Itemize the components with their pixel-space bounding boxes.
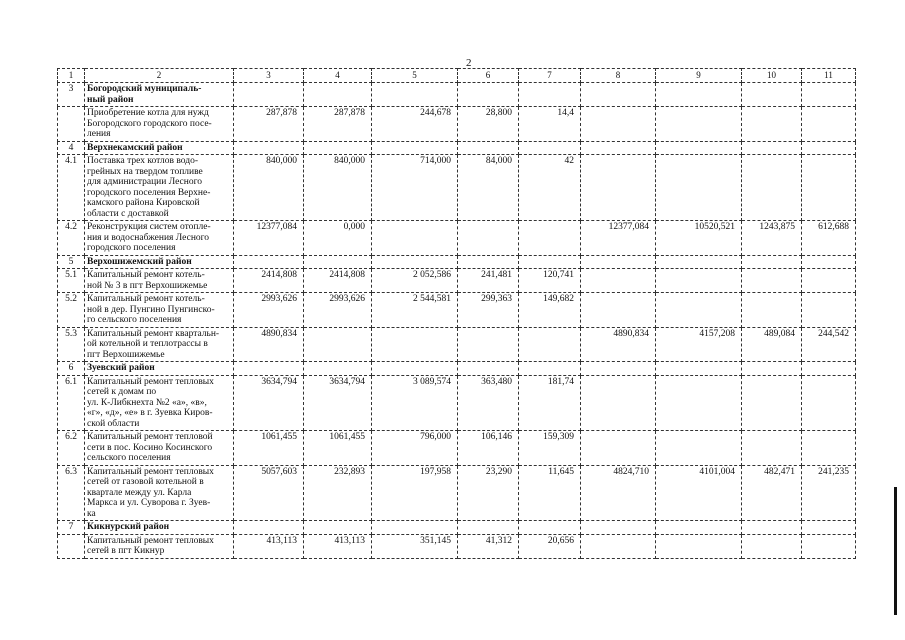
value-cell: 3634,794 — [234, 375, 304, 431]
value-cell: 482,471 — [742, 465, 802, 521]
value-cell — [581, 269, 656, 293]
value-cell: 244,542 — [802, 327, 856, 362]
item-name: Поставка трех котлов водо- грейных на твердом топливе для администрации Лесного городского поселения Верхне- камского района Кировской области с доставкой — [85, 155, 234, 221]
table-row — [58, 465, 856, 521]
value-cell — [742, 362, 802, 376]
value-cell — [234, 521, 304, 535]
value-cell: 0,000 — [304, 221, 372, 256]
value-cell — [581, 293, 656, 328]
column-header: 2 — [85, 69, 234, 83]
value-cell: 2 052,586 — [372, 269, 458, 293]
value-cell — [742, 141, 802, 155]
value-cell: 10520,521 — [656, 221, 742, 256]
value-cell: 413,113 — [234, 534, 304, 558]
value-cell — [234, 83, 304, 107]
table-row — [58, 327, 856, 362]
value-cell — [581, 155, 656, 221]
value-cell: 2993,626 — [304, 293, 372, 328]
value-cell: 23,290 — [458, 465, 519, 521]
row-number: 6.3 — [58, 465, 85, 521]
value-cell — [581, 141, 656, 155]
value-cell: 197,958 — [372, 465, 458, 521]
item-name: Капитальный ремонт котель- ной № 3 в пгт Верхошижемье — [85, 269, 234, 293]
value-cell: 232,893 — [304, 465, 372, 521]
row-number: 6.1 — [58, 375, 85, 431]
value-cell: 1061,455 — [304, 431, 372, 466]
value-cell — [519, 83, 581, 107]
value-cell — [656, 293, 742, 328]
district-row — [58, 255, 856, 269]
value-cell — [519, 221, 581, 256]
district-row — [58, 362, 856, 376]
value-cell — [372, 255, 458, 269]
row-number: 6 — [58, 362, 85, 376]
district-name: Верхнекамский район — [85, 141, 234, 155]
value-cell — [372, 221, 458, 256]
value-cell — [234, 362, 304, 376]
value-cell — [581, 255, 656, 269]
value-cell — [304, 83, 372, 107]
value-cell — [802, 293, 856, 328]
table-row — [58, 375, 856, 431]
column-header: 4 — [304, 69, 372, 83]
value-cell: 84,000 — [458, 155, 519, 221]
funding-table — [57, 68, 856, 559]
value-cell: 3634,794 — [304, 375, 372, 431]
item-name: Реконструкция систем отопле- ния и водоснабжения Лесного городского поселения — [85, 221, 234, 256]
item-name: Капитальный ремонт тепловой сети в пос. Косино Косинского сельского поселения — [85, 431, 234, 466]
value-cell: 2 544,581 — [372, 293, 458, 328]
value-cell — [656, 534, 742, 558]
district-row — [58, 521, 856, 535]
value-cell — [458, 362, 519, 376]
value-cell — [802, 431, 856, 466]
value-cell: 5057,603 — [234, 465, 304, 521]
row-number: 7 — [58, 521, 85, 535]
value-cell: 287,878 — [234, 107, 304, 142]
value-cell: 14,4 — [519, 107, 581, 142]
value-cell: 612,688 — [802, 221, 856, 256]
district-name: Верхошижемский район — [85, 255, 234, 269]
district-name: Богородский муниципаль- ный район — [85, 83, 234, 107]
value-cell — [458, 255, 519, 269]
item-name: Капитальный ремонт тепловых сетей к домам по ул. К-Либкнехта №2 «а», «в», «г», «д», «е» в г. Зуевка Киров- ской области — [85, 375, 234, 431]
row-number: 4.2 — [58, 221, 85, 256]
value-cell — [656, 521, 742, 535]
value-cell: 241,235 — [802, 465, 856, 521]
district-name: Зуевский район — [85, 362, 234, 376]
row-number: 5.1 — [58, 269, 85, 293]
column-header: 6 — [458, 69, 519, 83]
value-cell — [581, 107, 656, 142]
value-cell: 28,800 — [458, 107, 519, 142]
value-cell — [742, 269, 802, 293]
row-number: 5 — [58, 255, 85, 269]
value-cell: 1243,875 — [742, 221, 802, 256]
value-cell — [742, 431, 802, 466]
value-cell — [742, 521, 802, 535]
value-cell: 1061,455 — [234, 431, 304, 466]
value-cell: 2414,808 — [304, 269, 372, 293]
value-cell — [742, 83, 802, 107]
value-cell — [742, 255, 802, 269]
value-cell: 489,084 — [742, 327, 802, 362]
table-row — [58, 431, 856, 466]
value-cell — [656, 107, 742, 142]
district-name: Кикнурский район — [85, 521, 234, 535]
value-cell: 363,480 — [458, 375, 519, 431]
table-header-row — [58, 69, 856, 83]
value-cell — [802, 141, 856, 155]
value-cell — [304, 255, 372, 269]
value-cell — [372, 521, 458, 535]
row-number: 6.2 — [58, 431, 85, 466]
value-cell — [458, 221, 519, 256]
table-row — [58, 269, 856, 293]
district-row — [58, 141, 856, 155]
row-number — [58, 107, 85, 142]
value-cell — [802, 269, 856, 293]
row-number — [58, 534, 85, 558]
table-row — [58, 293, 856, 328]
value-cell — [519, 327, 581, 362]
value-cell — [802, 155, 856, 221]
value-cell — [802, 83, 856, 107]
item-name: Капитальный ремонт тепловых сетей в пгт Кикнур — [85, 534, 234, 558]
edge-scan-mark — [894, 487, 897, 615]
value-cell: 120,741 — [519, 269, 581, 293]
value-cell — [234, 141, 304, 155]
table-row — [58, 155, 856, 221]
column-header: 10 — [742, 69, 802, 83]
value-cell — [581, 534, 656, 558]
table-row — [58, 107, 856, 142]
value-cell — [519, 362, 581, 376]
value-cell: 181,74 — [519, 375, 581, 431]
value-cell — [802, 362, 856, 376]
value-cell: 4890,834 — [234, 327, 304, 362]
row-number: 5.2 — [58, 293, 85, 328]
value-cell — [581, 431, 656, 466]
row-number: 3 — [58, 83, 85, 107]
value-cell — [304, 141, 372, 155]
value-cell: 840,000 — [304, 155, 372, 221]
value-cell — [802, 107, 856, 142]
value-cell: 413,113 — [304, 534, 372, 558]
value-cell — [304, 362, 372, 376]
item-name: Капитальный ремонт котель- ной в дер. Пунгино Пунгинско- го сельского поселения — [85, 293, 234, 328]
value-cell — [656, 362, 742, 376]
value-cell: 351,145 — [372, 534, 458, 558]
table-row — [58, 534, 856, 558]
value-cell: 840,000 — [234, 155, 304, 221]
value-cell — [656, 375, 742, 431]
value-cell: 4824,710 — [581, 465, 656, 521]
value-cell — [802, 375, 856, 431]
value-cell — [802, 534, 856, 558]
row-number: 4.1 — [58, 155, 85, 221]
item-name: Приобретение котла для нужд Богородского городского посе- ления — [85, 107, 234, 142]
value-cell: 2414,808 — [234, 269, 304, 293]
value-cell: 20,656 — [519, 534, 581, 558]
value-cell — [519, 521, 581, 535]
value-cell: 287,878 — [304, 107, 372, 142]
value-cell: 299,363 — [458, 293, 519, 328]
value-cell — [742, 375, 802, 431]
value-cell: 149,682 — [519, 293, 581, 328]
value-cell — [304, 521, 372, 535]
value-cell: 4157,208 — [656, 327, 742, 362]
value-cell — [802, 521, 856, 535]
value-cell: 2993,626 — [234, 293, 304, 328]
value-cell — [458, 521, 519, 535]
value-cell — [304, 327, 372, 362]
value-cell — [656, 255, 742, 269]
value-cell: 4101,004 — [656, 465, 742, 521]
value-cell: 4890,834 — [581, 327, 656, 362]
value-cell: 241,481 — [458, 269, 519, 293]
value-cell — [742, 107, 802, 142]
value-cell — [656, 431, 742, 466]
value-cell — [656, 141, 742, 155]
column-header: 5 — [372, 69, 458, 83]
value-cell — [372, 141, 458, 155]
column-header: 1 — [58, 69, 85, 83]
value-cell — [372, 362, 458, 376]
item-name: Капитальный ремонт тепловых сетей от газовой котельной в квартале между ул. Карла Маркса и ул. Суворова г. Зуев- ка — [85, 465, 234, 521]
value-cell — [581, 375, 656, 431]
page-number: 2 — [466, 57, 472, 69]
district-row — [58, 83, 856, 107]
value-cell — [458, 141, 519, 155]
column-header: 3 — [234, 69, 304, 83]
value-cell: 42 — [519, 155, 581, 221]
value-cell: 11,645 — [519, 465, 581, 521]
value-cell: 3 089,574 — [372, 375, 458, 431]
value-cell — [372, 83, 458, 107]
table-row — [58, 221, 856, 256]
value-cell: 796,000 — [372, 431, 458, 466]
value-cell: 12377,084 — [581, 221, 656, 256]
item-name: Капитальный ремонт квартальн- ой котельной и теплотрассы в пгт Верхошижемье — [85, 327, 234, 362]
value-cell — [581, 83, 656, 107]
value-cell: 41,312 — [458, 534, 519, 558]
value-cell — [234, 255, 304, 269]
column-header: 11 — [802, 69, 856, 83]
column-header: 9 — [656, 69, 742, 83]
value-cell: 159,309 — [519, 431, 581, 466]
value-cell — [372, 327, 458, 362]
value-cell — [581, 362, 656, 376]
value-cell — [742, 155, 802, 221]
value-cell — [458, 327, 519, 362]
value-cell — [519, 255, 581, 269]
column-header: 8 — [581, 69, 656, 83]
value-cell — [519, 141, 581, 155]
row-number: 4 — [58, 141, 85, 155]
value-cell — [802, 255, 856, 269]
column-header: 7 — [519, 69, 581, 83]
value-cell — [656, 269, 742, 293]
value-cell — [656, 83, 742, 107]
value-cell — [581, 521, 656, 535]
value-cell — [742, 293, 802, 328]
row-number: 5.3 — [58, 327, 85, 362]
value-cell — [742, 534, 802, 558]
value-cell: 12377,084 — [234, 221, 304, 256]
value-cell — [656, 155, 742, 221]
value-cell: 244,678 — [372, 107, 458, 142]
value-cell: 714,000 — [372, 155, 458, 221]
value-cell: 106,146 — [458, 431, 519, 466]
value-cell — [458, 83, 519, 107]
